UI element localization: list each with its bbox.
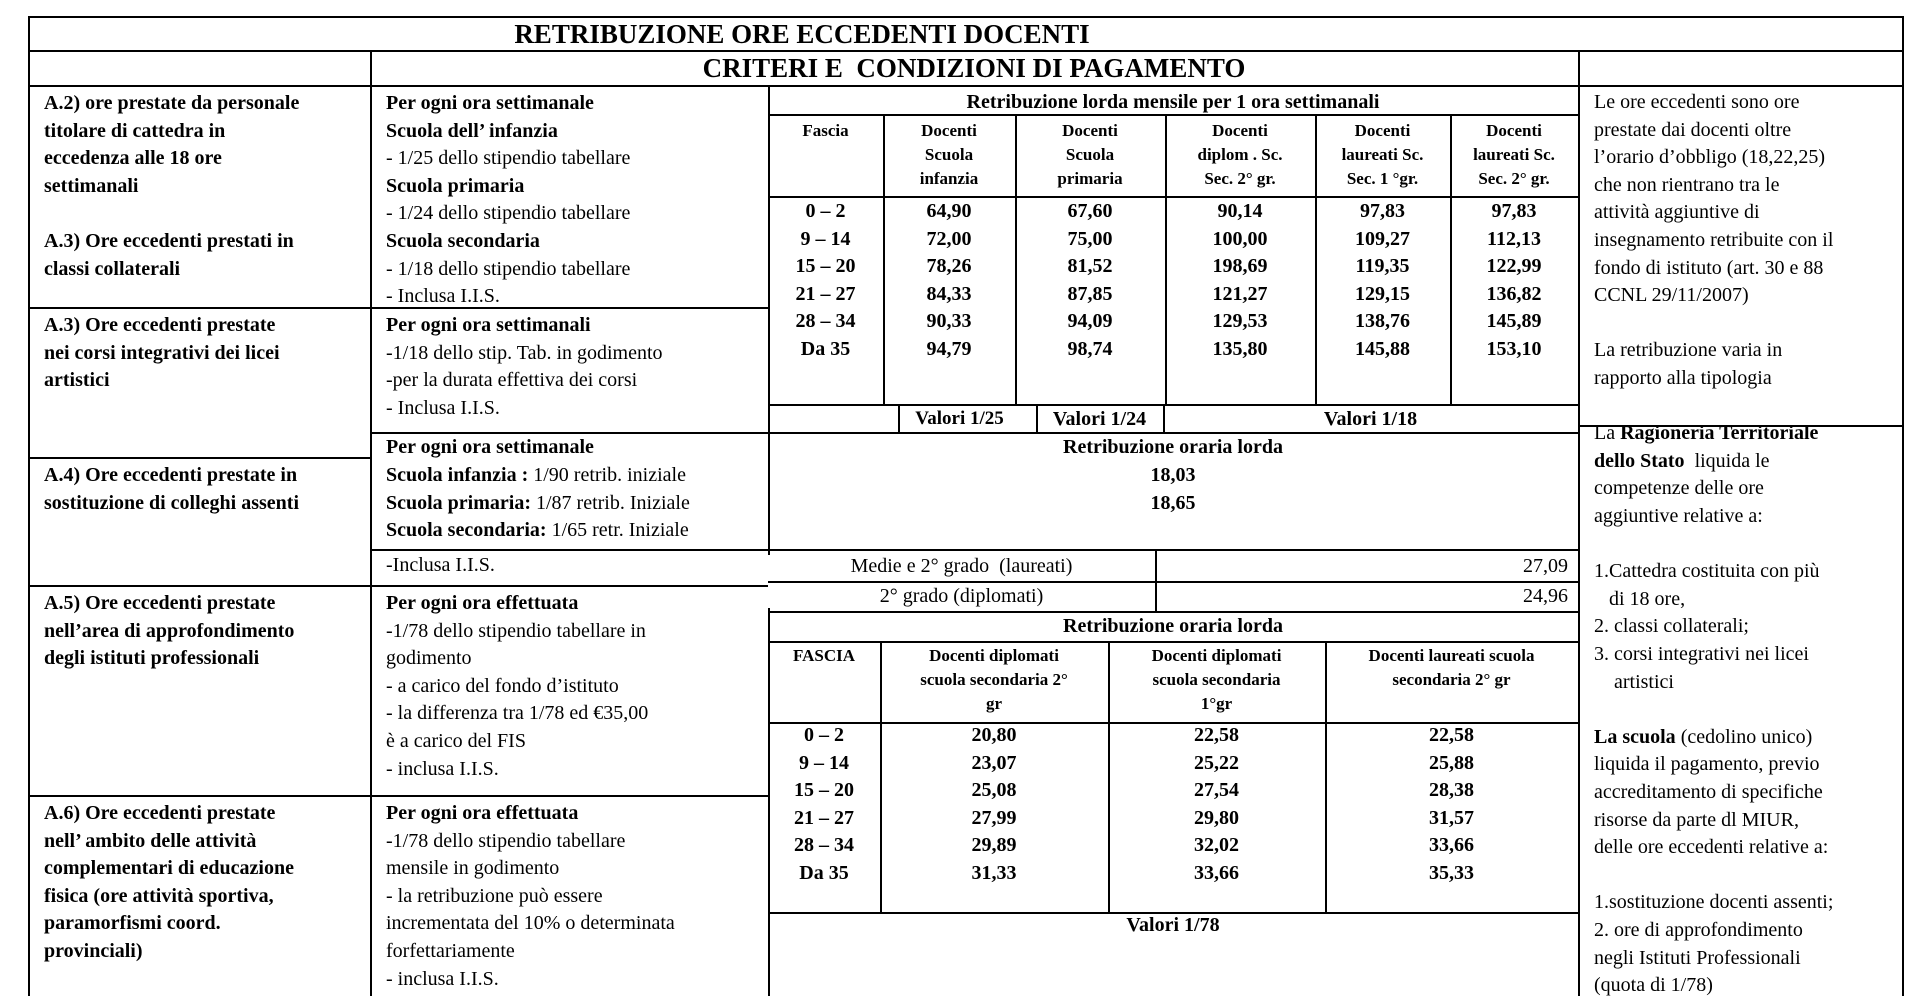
criteria-a6: - la retribuzione può essere <box>386 884 603 907</box>
note-line: 2. classi collaterali; <box>1594 615 1749 638</box>
hourly-row-label: Medie e 2° grado (laureati) <box>850 555 1073 577</box>
note-line: delle ore eccedenti relative a: <box>1594 836 1829 859</box>
table1-band: 9 – 14 <box>800 227 851 250</box>
table2-band: Da 35 <box>799 862 849 884</box>
table1-band: 28 – 34 <box>795 310 856 333</box>
criteria-a6: incrementata del 10% o determinata <box>386 912 675 935</box>
table1-column-header: laureati Sc. <box>1473 145 1555 164</box>
criteria-a6: - inclusa I.I.S. <box>386 967 499 990</box>
criteria-a4-line: Scuola primaria: 1/87 retrib. Iniziale <box>386 491 690 514</box>
table1-footer: Valori 1/25 <box>915 408 1004 429</box>
rule-horizontal <box>28 85 1902 87</box>
section-a2-label: settimanali <box>44 174 139 197</box>
table2-cell: 31,57 <box>1429 806 1474 829</box>
table1-cell: 153,10 <box>1486 338 1542 360</box>
table1-band: Da 35 <box>800 338 851 360</box>
rule-vertical <box>370 50 372 996</box>
table2-cell: 23,07 <box>971 751 1017 774</box>
table1-column-header: Sec. 2° gr. <box>1204 169 1276 188</box>
table1-column-header: diplom . Sc. <box>1197 145 1283 164</box>
table1-cell: 138,76 <box>1355 310 1410 333</box>
table1-column-header: Docenti <box>1212 121 1268 140</box>
table1-column-header: Docenti <box>921 121 977 140</box>
note-line: 2. ore di approfondimento <box>1594 919 1803 941</box>
table2-cell: 25,22 <box>1194 751 1239 774</box>
note-line: insegnamento retribuite con il <box>1594 229 1834 251</box>
table1-column-header: Docenti <box>1062 121 1118 140</box>
table2-cell: 20,80 <box>971 724 1017 746</box>
table2-footer: Valori 1/78 <box>1126 914 1220 936</box>
table1-column-header: laureati Sc. <box>1341 145 1424 164</box>
criteria-a5: Per ogni ora effettuata <box>386 592 579 614</box>
note-line: 1.Cattedra costituita con più <box>1594 560 1820 583</box>
note-line: CCNL 29/11/2007) <box>1594 284 1749 307</box>
table2-cell: 35,33 <box>1429 862 1474 884</box>
criteria-a4-line: Scuola infanzia : 1/90 retrib. iniziale <box>386 464 686 486</box>
section-a6-label: fisica (ore attività sportiva, <box>44 884 274 907</box>
criteria-a2: Per ogni ora settimanale <box>386 92 594 114</box>
section-a6-label: complementari di educazione <box>44 857 294 880</box>
table2-cell: 25,88 <box>1429 751 1474 774</box>
table1-cell: 97,83 <box>1491 200 1537 222</box>
criteria-a2: Scuola dell’ infanzia <box>386 119 558 142</box>
note-line: La scuola (cedolino unico) <box>1594 725 1813 748</box>
hourly-value: 18,65 <box>1150 491 1196 514</box>
hourly-row-value: 27,09 <box>1523 555 1568 577</box>
table1-cell: 129,15 <box>1355 282 1410 305</box>
criteria-a4-iis: -Inclusa I.I.S. <box>386 554 495 576</box>
table1-cell: 122,99 <box>1486 255 1542 278</box>
criteria-a5: -1/78 dello stipendio tabellare in <box>386 619 646 642</box>
hourly-title: Retribuzione oraria lorda <box>1063 436 1283 458</box>
table2-column-header: Docenti diplomati <box>929 646 1059 665</box>
note-line: competenze delle ore <box>1594 477 1764 500</box>
table1-column-header: Scuola <box>924 145 974 164</box>
section-a3-artistic-label: artistici <box>44 369 110 392</box>
table1-column-header: Scuola <box>1065 145 1115 164</box>
criteria-a6: Per ogni ora effettuata <box>386 802 579 824</box>
note-line: rapporto alla tipologia <box>1594 367 1772 389</box>
table1-band: 21 – 27 <box>795 282 856 305</box>
table1-cell: 97,83 <box>1360 200 1405 222</box>
rule-horizontal <box>768 641 1578 643</box>
table1-footer: Valori 1/24 <box>1052 408 1147 430</box>
rule-vertical <box>1578 50 1580 996</box>
table1-cell: 100,00 <box>1212 227 1268 250</box>
hourly-row-label: 2° grado (diplomati) <box>879 585 1044 607</box>
section-a6-label: A.6) Ore eccedenti prestate <box>44 802 276 824</box>
hourly-row-value: 24,96 <box>1523 585 1568 607</box>
table1-band: 15 – 20 <box>795 255 856 278</box>
document-title: RETRIBUZIONE ORE ECCEDENTI DOCENTI <box>514 19 1090 49</box>
table1-cell: 198,69 <box>1212 255 1268 278</box>
section-a3-artistic-label: nei corsi integrativi dei licei <box>44 341 280 364</box>
section-a5-label: A.5) Ore eccedenti prestate <box>44 592 276 614</box>
criteria-a5: - inclusa I.I.S. <box>386 757 499 780</box>
criteria-a2: - 1/25 dello stipendio tabellare <box>386 147 631 170</box>
note-line: (quota di 1/78) <box>1594 974 1713 997</box>
note-line: dello Stato liquida le <box>1594 449 1770 472</box>
note-line: accreditamento di specifiche <box>1594 781 1823 803</box>
table1-cell: 94,09 <box>1067 310 1113 333</box>
document-subtitle: CRITERI E CONDIZIONI DI PAGAMENTO <box>702 53 1246 83</box>
table1-cell: 67,60 <box>1067 200 1113 222</box>
table1-cell: 129,53 <box>1212 310 1268 333</box>
rule-horizontal <box>28 307 370 309</box>
note-line: attività aggiuntive di <box>1594 201 1760 224</box>
table1-cell: 145,89 <box>1486 310 1542 333</box>
table1-column-header: Docenti <box>1354 121 1411 140</box>
criteria-a3: -1/18 dello stip. Tab. in godimento <box>386 341 663 364</box>
table1-cell: 64,90 <box>926 200 972 222</box>
criteria-a2: - 1/18 dello stipendio tabellare <box>386 257 631 280</box>
table1-footer: Valori 1/18 <box>1323 408 1418 430</box>
table1-cell: 84,33 <box>926 282 972 305</box>
criteria-a6: mensile in godimento <box>386 857 560 880</box>
rule-vertical <box>28 16 30 996</box>
table2-column-header: 1°gr <box>1200 694 1233 713</box>
criteria-a3: -per la durata effettiva dei corsi <box>386 369 638 392</box>
section-a2-label: titolare di cattedra in <box>44 119 226 142</box>
table2-column-header: scuola secondaria <box>1152 670 1281 689</box>
section-a3-artistic-label: A.3) Ore eccedenti prestate <box>44 314 276 336</box>
table1-cell: 145,88 <box>1355 338 1410 360</box>
note-line: liquida il pagamento, previo <box>1594 753 1820 776</box>
table1-cell: 136,82 <box>1486 282 1542 305</box>
section-a3-label: A.3) Ore eccedenti prestati in <box>44 230 294 252</box>
table2-cell: 33,66 <box>1194 862 1239 884</box>
table2-column-header: Docenti diplomati <box>1151 646 1282 665</box>
table2-cell: 27,99 <box>971 806 1017 829</box>
rule-horizontal <box>768 549 1578 551</box>
table1-cell: 109,27 <box>1355 227 1410 250</box>
note-line: aggiuntive relative a: <box>1594 505 1763 527</box>
section-a2-label: eccedenza alle 18 ore <box>44 147 222 170</box>
rule-horizontal <box>28 16 1902 18</box>
note-line: di 18 ore, <box>1594 587 1686 610</box>
criteria-a4-line: Scuola secondaria: 1/65 retr. Iniziale <box>386 519 689 542</box>
criteria-a5: godimento <box>386 647 472 670</box>
criteria-a5: - la differenza tra 1/78 ed €35,00 <box>386 702 649 725</box>
table1-cell: 78,26 <box>926 255 972 278</box>
note-line: fondo di istituto (art. 30 e 88 <box>1594 256 1824 279</box>
note-line: 1.sostituzione docenti assenti; <box>1594 891 1834 914</box>
section-a5-label: nell’area di approfondimento <box>44 619 295 642</box>
note-line: La retribuzione varia in <box>1594 339 1783 362</box>
table1-column-header: Sec. 2° gr. <box>1478 169 1550 188</box>
table2-cell: 29,80 <box>1194 806 1239 829</box>
criteria-a5: è a carico del FIS <box>386 730 526 752</box>
note-line: l’orario d’obbligo (18,22,25) <box>1594 146 1826 169</box>
table2-band: 21 – 27 <box>794 806 854 829</box>
table2-band: 28 – 34 <box>794 834 854 857</box>
table1-band: 0 – 2 <box>805 200 846 222</box>
table1-cell: 98,74 <box>1067 338 1113 360</box>
table2-column-header: FASCIA <box>792 646 856 665</box>
table2-column-header: secondaria 2° gr <box>1392 670 1511 689</box>
table2-title: Retribuzione oraria lorda <box>1063 615 1283 637</box>
section-a6-label: nell’ ambito delle attività <box>44 829 257 852</box>
table2-cell: 33,66 <box>1429 834 1474 857</box>
table2-cell: 28,38 <box>1429 779 1474 802</box>
table2-cell: 32,02 <box>1194 834 1239 857</box>
table1-cell: 135,80 <box>1212 338 1268 360</box>
section-a4-label: A.4) Ore eccedenti prestate in <box>44 464 298 486</box>
note-line: risorse da parte dl MIUR, <box>1594 808 1799 831</box>
table1-cell: 112,13 <box>1487 227 1541 250</box>
criteria-a2: - 1/24 dello stipendio tabellare <box>386 202 631 225</box>
rule-horizontal <box>370 795 768 797</box>
table1-cell: 81,52 <box>1067 255 1113 278</box>
note-line: La Ragioneria Territoriale <box>1594 422 1819 445</box>
criteria-a2: Scuola secondaria <box>386 230 540 252</box>
section-a2-label: A.2) ore prestate da personale <box>44 92 300 114</box>
table2-band: 0 – 2 <box>804 724 844 746</box>
table1-column-header: Docenti <box>1486 121 1542 140</box>
rule-horizontal <box>28 585 370 587</box>
table1-cell: 75,00 <box>1067 227 1113 250</box>
rule-horizontal <box>370 585 768 587</box>
table1-cell: 121,27 <box>1212 282 1268 305</box>
table2-band: 9 – 14 <box>799 751 849 774</box>
table1-cell: 94,79 <box>926 338 972 360</box>
table2-cell: 25,08 <box>971 779 1017 802</box>
section-a5-label: degli istituti professionali <box>44 647 260 670</box>
table2-column-header: scuola secondaria 2° <box>920 670 1068 689</box>
table2-cell: 27,54 <box>1194 779 1239 802</box>
rule-vertical <box>1902 16 1904 996</box>
table1-column-header: primaria <box>1057 169 1123 188</box>
section-a6-label: provinciali) <box>44 940 143 962</box>
hourly-value: 18,03 <box>1150 464 1196 486</box>
rule-horizontal <box>28 795 370 797</box>
section-a6-label: paramorfismi coord. <box>44 912 221 935</box>
table2-column-header: Docenti laureati scuola <box>1368 646 1535 665</box>
note-line: negli Istituti Professionali <box>1594 946 1801 969</box>
table2-cell: 22,58 <box>1194 724 1239 746</box>
table2-cell: 22,58 <box>1429 724 1474 746</box>
criteria-a3: Per ogni ora settimanali <box>386 314 591 336</box>
table2-cell: 29,89 <box>971 834 1017 857</box>
table2-band: 15 – 20 <box>794 779 854 802</box>
criteria-a3: - Inclusa I.I.S. <box>386 396 500 419</box>
table1-column-header: Fascia <box>802 121 849 140</box>
table1-cell: 90,33 <box>926 310 972 333</box>
table1-title: Retribuzione lorda mensile per 1 ora settimanali <box>966 91 1380 113</box>
section-a3-label: classi collaterali <box>44 257 181 280</box>
rule-horizontal <box>28 50 1902 52</box>
note-line: che non rientrano tra le <box>1594 173 1780 196</box>
section-a4-label: sostituzione di colleghi assenti <box>44 491 300 514</box>
criteria-a6: -1/78 dello stipendio tabellare <box>386 829 626 852</box>
note-line: artistici <box>1594 670 1674 693</box>
note-line: 3. corsi integrativi nei licei <box>1594 643 1809 665</box>
table2-column-header: gr <box>985 694 1003 713</box>
table2-cell: 31,33 <box>971 862 1017 884</box>
note-line: prestate dai docenti oltre <box>1594 118 1792 141</box>
table1-cell: 119,35 <box>1355 255 1410 278</box>
note-line: Le ore eccedenti sono ore <box>1594 91 1800 113</box>
criteria-a4-heading: Per ogni ora settimanale <box>386 436 594 458</box>
table1-column-header: infanzia <box>919 169 979 188</box>
table1-cell: 72,00 <box>926 227 972 250</box>
table1-cell: 87,85 <box>1067 282 1113 305</box>
table1-column-header: Sec. 1 °gr. <box>1346 169 1419 188</box>
rule-horizontal <box>28 457 370 459</box>
table1-cell: 90,14 <box>1217 200 1263 222</box>
criteria-a5: - a carico del fondo d’istituto <box>386 674 619 697</box>
criteria-a2: Scuola primaria <box>386 174 525 197</box>
criteria-a6: forfettariamente <box>386 940 515 962</box>
rule-horizontal <box>370 549 768 551</box>
criteria-a2: - Inclusa I.I.S. <box>386 285 500 308</box>
